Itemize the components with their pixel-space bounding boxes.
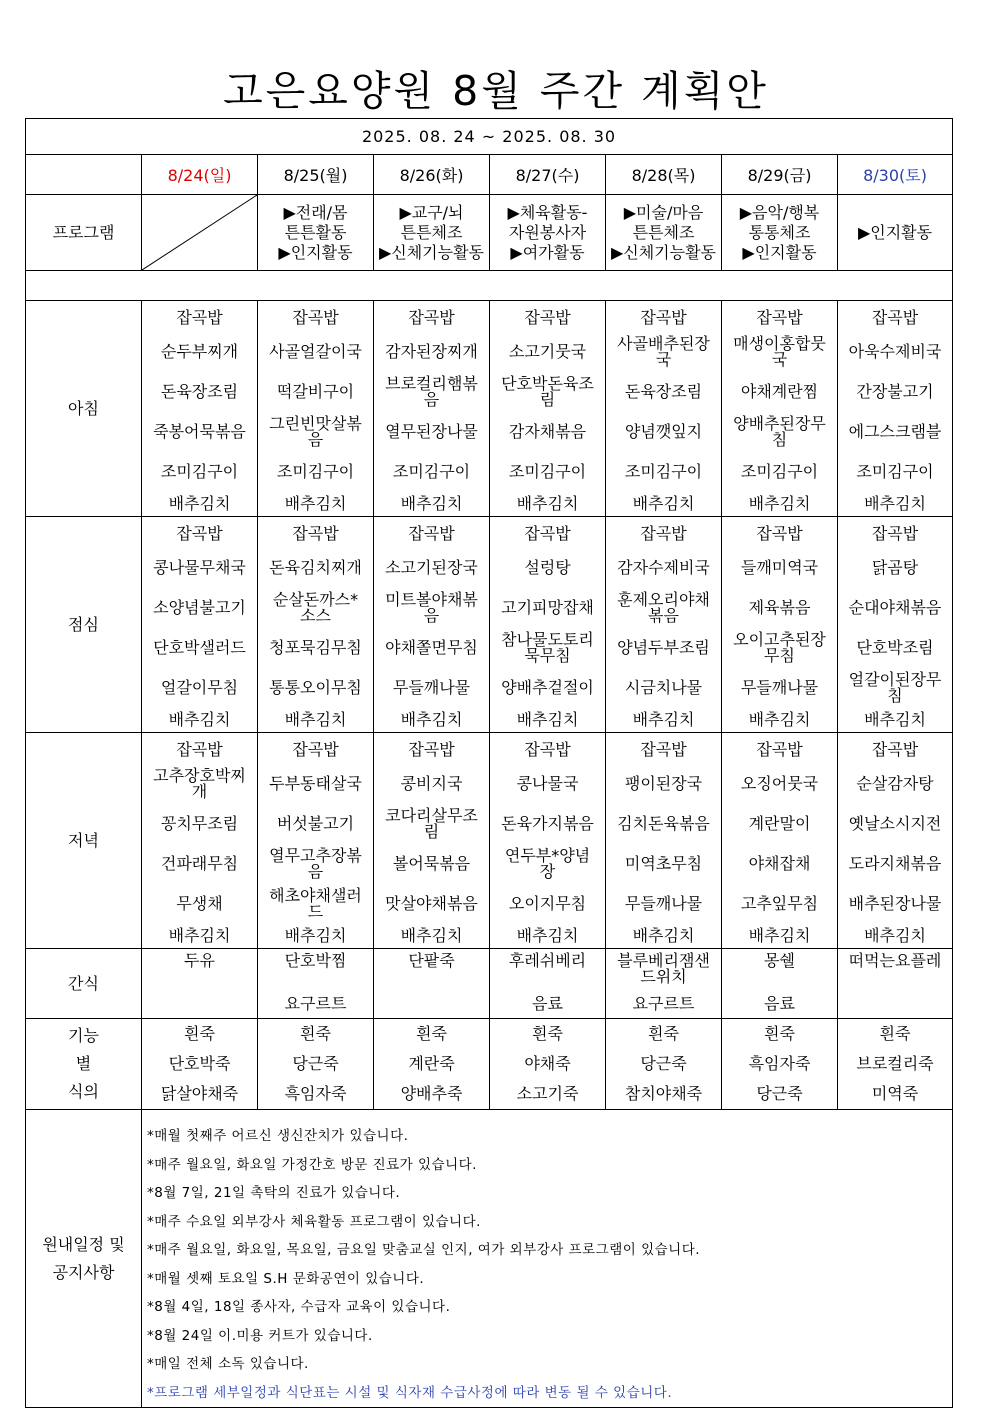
dinner-item: 잡곡밥 bbox=[292, 740, 339, 759]
dinner-item: 버섯불고기 bbox=[276, 814, 355, 833]
breakfast-item: 잡곡밥 bbox=[524, 308, 571, 327]
program-cell bbox=[838, 195, 953, 271]
program-cell-empty bbox=[142, 195, 258, 271]
dinner-item: 무들깨나물 bbox=[624, 894, 703, 913]
dinner-item: 오징어뭇국 bbox=[740, 774, 819, 793]
dinner-day-cell bbox=[722, 733, 838, 949]
dinner-item: 연두부*양념장 bbox=[504, 846, 591, 881]
dinner-item: 돈육가지볶음 bbox=[501, 814, 594, 833]
lunch-item: 고기피망잡채 bbox=[501, 598, 594, 617]
special-diet-item: 흰죽 bbox=[648, 1024, 679, 1043]
lunch-item: 시금치나물 bbox=[624, 678, 703, 697]
breakfast-item-list bbox=[142, 304, 257, 516]
breakfast-item-list bbox=[722, 304, 837, 516]
program-line: ▶여가활동 bbox=[510, 242, 585, 262]
lunch-item-list bbox=[258, 520, 373, 732]
special-diet-item: 양배추죽 bbox=[400, 1084, 463, 1103]
spacer-cell bbox=[26, 271, 953, 301]
lunch-item-list bbox=[722, 520, 837, 732]
program-line: ▶신체기능활동 bbox=[610, 242, 717, 262]
spacer-row bbox=[26, 271, 953, 301]
date-sat: 8/30(토) bbox=[838, 155, 953, 195]
lunch-item: 잡곡밥 bbox=[524, 524, 571, 543]
snack-item: 떠먹는요플레 bbox=[848, 951, 942, 970]
lunch-day-cell bbox=[606, 517, 722, 733]
special-diet-list bbox=[374, 1019, 489, 1109]
lunch-item: 통통오이무침 bbox=[269, 678, 362, 697]
breakfast-item-list bbox=[606, 304, 721, 516]
lunch-item: 얼갈이된장무침 bbox=[848, 670, 942, 705]
lunch-item-list bbox=[490, 520, 605, 732]
breakfast-item: 돈육장조림 bbox=[624, 382, 703, 401]
lunch-item: 들깨미역국 bbox=[740, 558, 819, 577]
lunch-item: 순살돈까스*소스 bbox=[272, 590, 359, 625]
breakfast-label: 아침 bbox=[26, 301, 142, 517]
special-diet-item: 흑임자죽 bbox=[748, 1054, 811, 1073]
lunch-item: 무들깨나물 bbox=[392, 678, 471, 697]
notice-item: *8월 4일, 18일 종사자, 수급자 교육이 있습니다. bbox=[147, 1299, 451, 1315]
program-line: 튼튼체조 bbox=[632, 222, 695, 242]
dinner-item: 고추잎무침 bbox=[740, 894, 819, 913]
lunch-item: 돈육김치찌개 bbox=[269, 558, 362, 577]
breakfast-item: 잡곡밥 bbox=[871, 308, 919, 327]
dinner-item: 계란말이 bbox=[748, 814, 811, 833]
breakfast-item: 잡곡밥 bbox=[292, 308, 339, 327]
breakfast-item: 감자된장찌개 bbox=[385, 342, 478, 361]
special-diet-item: 당근죽 bbox=[640, 1054, 687, 1073]
breakfast-day-cell bbox=[490, 301, 606, 517]
dinner-item-list bbox=[374, 736, 489, 948]
lunch-item-list bbox=[142, 520, 257, 732]
lunch-item: 잡곡밥 bbox=[640, 524, 687, 543]
lunch-item: 배추김치 bbox=[864, 710, 926, 729]
breakfast-day-cell bbox=[722, 301, 838, 517]
lunch-day-cell bbox=[722, 517, 838, 733]
lunch-item: 야채쫄면무침 bbox=[385, 638, 478, 657]
dinner-item: 콩비지국 bbox=[400, 774, 463, 793]
program-cell bbox=[490, 195, 606, 271]
breakfast-day-cell bbox=[606, 301, 722, 517]
special-diet-item: 당근죽 bbox=[756, 1084, 803, 1103]
lunch-item: 닭곰탕 bbox=[871, 558, 919, 577]
dinner-item: 잡곡밥 bbox=[524, 740, 571, 759]
notice-item: *매일 전체 소독 있습니다. bbox=[147, 1356, 309, 1372]
dinner-item-list bbox=[838, 736, 952, 948]
dinner-item: 잡곡밥 bbox=[408, 740, 455, 759]
breakfast-item: 조미김구이 bbox=[624, 462, 703, 481]
lunch-row bbox=[26, 517, 953, 733]
dinner-item: 코다리살무조림 bbox=[385, 806, 478, 841]
snack-item-list bbox=[142, 953, 257, 1017]
snack-day-cell bbox=[258, 949, 374, 1019]
lunch-item: 무들깨나물 bbox=[740, 678, 819, 697]
dinner-day-cell bbox=[838, 733, 953, 949]
notice-item: *8월 24일 이.미용 커트가 있습니다. bbox=[147, 1327, 373, 1344]
breakfast-item: 배추김치 bbox=[168, 494, 231, 513]
breakfast-item: 조미김구이 bbox=[276, 462, 355, 481]
date-sun: 8/24(일) bbox=[142, 155, 258, 195]
snack-label: 간식 bbox=[26, 949, 142, 1019]
special-diet-list bbox=[258, 1019, 373, 1109]
lunch-item: 제육볶음 bbox=[748, 598, 811, 617]
lunch-item: 잡곡밥 bbox=[756, 524, 803, 543]
snack-item-list bbox=[722, 953, 837, 1017]
date-thu: 8/28(목) bbox=[606, 155, 722, 195]
lunch-item: 청포묵김무침 bbox=[269, 638, 362, 657]
lunch-item-list bbox=[606, 520, 721, 732]
special-label-line: 식의 bbox=[68, 1082, 99, 1101]
breakfast-item: 돈육장조림 bbox=[160, 382, 239, 401]
breakfast-item: 조미김구이 bbox=[392, 462, 471, 481]
snack-item: 음료 bbox=[532, 994, 563, 1013]
special-diet-day-cell bbox=[722, 1019, 838, 1110]
lunch-item: 얼갈이무침 bbox=[160, 678, 239, 697]
snack-item bbox=[382, 991, 482, 1017]
snack-item-list bbox=[838, 953, 952, 1017]
special-diet-day-cell bbox=[374, 1019, 490, 1110]
breakfast-item: 배추김치 bbox=[748, 494, 811, 513]
dinner-item: 열무고추장볶음 bbox=[269, 846, 362, 881]
program-cell bbox=[722, 195, 838, 271]
snack-day-cell bbox=[722, 949, 838, 1019]
lunch-day-cell bbox=[490, 517, 606, 733]
date-wed: 8/27(수) bbox=[490, 155, 606, 195]
breakfast-item: 그린빈맛살볶음 bbox=[269, 414, 362, 449]
breakfast-item: 조미김구이 bbox=[740, 462, 819, 481]
diagonal-line bbox=[142, 195, 257, 270]
lunch-item: 훈제오리야채볶음 bbox=[617, 590, 710, 625]
program-line: ▶인지활동 bbox=[857, 222, 933, 242]
dinner-item: 배추김치 bbox=[284, 926, 347, 945]
snack-item: 음료 bbox=[764, 994, 795, 1013]
breakfast-item: 순두부찌개 bbox=[160, 342, 239, 361]
program-line: 튼튼활동 bbox=[284, 222, 347, 242]
dinner-item: 볼어묵볶음 bbox=[392, 854, 471, 873]
breakfast-item: 배추김치 bbox=[400, 494, 463, 513]
program-row bbox=[26, 195, 953, 271]
lunch-item: 배추김치 bbox=[168, 710, 231, 729]
special-diet-item: 참치야채죽 bbox=[624, 1084, 703, 1103]
special-diet-item: 닭살야채죽 bbox=[160, 1084, 239, 1103]
breakfast-item-list bbox=[838, 304, 952, 516]
dinner-item-list bbox=[722, 736, 837, 948]
lunch-item: 콩나물무채국 bbox=[153, 558, 246, 577]
program-label: 프로그램 bbox=[26, 195, 142, 271]
dinner-item: 배추김치 bbox=[168, 926, 231, 945]
lunch-item: 참나물도토리묵무침 bbox=[501, 630, 594, 665]
lunch-item: 소고기된장국 bbox=[385, 558, 478, 577]
breakfast-item: 조미김구이 bbox=[508, 462, 587, 481]
special-diet-item: 야채죽 bbox=[524, 1054, 571, 1073]
lunch-item: 단호박조림 bbox=[856, 638, 934, 657]
dinner-item: 두부동태살국 bbox=[269, 774, 362, 793]
snack-item-list bbox=[490, 953, 605, 1017]
date-tue: 8/26(화) bbox=[374, 155, 490, 195]
breakfast-item: 떡갈비구이 bbox=[276, 382, 355, 401]
breakfast-day-cell bbox=[838, 301, 953, 517]
dinner-item: 배추된장나물 bbox=[848, 894, 942, 913]
breakfast-item: 배추김치 bbox=[284, 494, 347, 513]
snack-item: 요구르트 bbox=[284, 994, 347, 1013]
notice-row bbox=[26, 1110, 953, 1408]
lunch-item-list bbox=[374, 520, 489, 732]
breakfast-item: 브로컬리햄볶음 bbox=[385, 374, 478, 409]
dinner-item: 옛날소시지전 bbox=[848, 814, 942, 833]
lunch-item: 순대야채볶음 bbox=[848, 598, 942, 617]
program-cell bbox=[258, 195, 374, 271]
breakfast-item: 배추김치 bbox=[864, 494, 926, 513]
dinner-item: 해초야채샐러드 bbox=[269, 886, 362, 921]
dinner-item: 배추김치 bbox=[400, 926, 463, 945]
breakfast-item: 간장불고기 bbox=[856, 382, 934, 401]
special-diet-item: 흰죽 bbox=[764, 1024, 795, 1043]
breakfast-item-list bbox=[490, 304, 605, 516]
dinner-item-list bbox=[490, 736, 605, 948]
breakfast-item: 양념깻잎지 bbox=[624, 422, 703, 441]
lunch-item: 양배추겉절이 bbox=[501, 678, 594, 697]
dinner-item: 잡곡밥 bbox=[756, 740, 803, 759]
breakfast-item: 아욱수제비국 bbox=[848, 342, 942, 361]
special-diet-item: 소고기죽 bbox=[516, 1084, 579, 1103]
lunch-item: 배추김치 bbox=[632, 710, 695, 729]
program-line: 자원봉사자 bbox=[508, 222, 587, 242]
dinner-item: 고추장호박찌개 bbox=[153, 766, 246, 801]
snack-item bbox=[150, 991, 250, 1017]
breakfast-item-list bbox=[258, 304, 373, 516]
notice-label bbox=[26, 1110, 142, 1408]
dinner-day-cell bbox=[606, 733, 722, 949]
special-label-line: 기능 bbox=[68, 1026, 99, 1045]
snack-day-cell bbox=[374, 949, 490, 1019]
special-diet-list bbox=[142, 1019, 257, 1109]
program-line: ▶인지활동 bbox=[742, 242, 817, 262]
dinner-item: 팽이된장국 bbox=[624, 774, 703, 793]
breakfast-item: 잡곡밥 bbox=[408, 308, 455, 327]
dinner-item: 배추김치 bbox=[516, 926, 579, 945]
weekly-plan-table bbox=[25, 118, 953, 1408]
dinner-item: 김치돈육볶음 bbox=[617, 814, 710, 833]
lunch-label: 점심 bbox=[26, 517, 142, 733]
lunch-item: 소양념불고기 bbox=[153, 598, 246, 617]
special-diet-item: 당근죽 bbox=[292, 1054, 339, 1073]
dinner-item: 잡곡밥 bbox=[640, 740, 687, 759]
notice-item: *매월 첫째주 어르신 생신잔치가 있습니다. bbox=[147, 1128, 409, 1144]
notice-item: *매주 월요일, 화요일 가정간호 방문 진료가 있습니다. bbox=[147, 1156, 477, 1173]
breakfast-item: 야채계란찜 bbox=[740, 382, 819, 401]
snack-item: 후레쉬베리 bbox=[508, 951, 587, 970]
dinner-item: 꽁치무조림 bbox=[160, 814, 239, 833]
lunch-item: 잡곡밥 bbox=[292, 524, 339, 543]
program-cell bbox=[606, 195, 722, 271]
dinner-day-cell bbox=[142, 733, 258, 949]
program-line: ▶전래/몸 bbox=[283, 202, 348, 222]
special-diet-list bbox=[722, 1019, 837, 1109]
notice-item: *프로그램 세부일정과 식단표는 시설 및 식자재 수급사정에 따라 변동 될 수 있습니다. bbox=[147, 1384, 673, 1401]
dinner-item-list bbox=[142, 736, 257, 948]
special-diet-item: 미역죽 bbox=[871, 1084, 919, 1103]
date-fri: 8/29(금) bbox=[722, 155, 838, 195]
breakfast-item-list bbox=[374, 304, 489, 516]
special-diet-day-cell bbox=[490, 1019, 606, 1110]
breakfast-item: 사골배추된장국 bbox=[617, 334, 710, 369]
breakfast-day-cell bbox=[374, 301, 490, 517]
page-title: 고은요양원 8월 주간 계획안 bbox=[223, 67, 769, 115]
notice-item: *8월 7일, 21일 촉탁의 진료가 있습니다. bbox=[147, 1185, 401, 1201]
breakfast-item: 조미김구이 bbox=[856, 462, 934, 481]
breakfast-item: 배추김치 bbox=[632, 494, 695, 513]
breakfast-item: 잡곡밥 bbox=[756, 308, 803, 327]
dinner-item: 도라지채볶음 bbox=[848, 854, 942, 873]
breakfast-item: 감자채볶음 bbox=[508, 422, 587, 441]
dinner-item: 잡곡밥 bbox=[176, 740, 223, 759]
snack-day-cell bbox=[490, 949, 606, 1019]
snack-day-cell bbox=[838, 949, 953, 1019]
lunch-item: 단호박샐러드 bbox=[153, 638, 246, 657]
breakfast-item: 사골얼갈이국 bbox=[269, 342, 362, 361]
notice-label-line: 원내일정 및 bbox=[42, 1234, 125, 1254]
lunch-item: 배추김치 bbox=[284, 710, 347, 729]
special-diet-list bbox=[490, 1019, 605, 1109]
lunch-item: 잡곡밥 bbox=[871, 524, 919, 543]
breakfast-day-cell bbox=[258, 301, 374, 517]
notice-label-line: 공지사항 bbox=[52, 1262, 115, 1282]
lunch-item: 설렁탕 bbox=[524, 558, 571, 577]
date-mon: 8/25(월) bbox=[258, 155, 374, 195]
dinner-day-cell bbox=[258, 733, 374, 949]
snack-item bbox=[845, 991, 945, 1017]
special-diet-list bbox=[606, 1019, 721, 1109]
dinner-item: 무생채 bbox=[176, 894, 223, 913]
snack-row bbox=[26, 949, 953, 1019]
lunch-item: 감자수제비국 bbox=[617, 558, 710, 577]
program-line: ▶체육활동- bbox=[507, 202, 588, 222]
lunch-day-cell bbox=[142, 517, 258, 733]
special-diet-item: 흰죽 bbox=[300, 1024, 331, 1043]
snack-item: 요구르트 bbox=[632, 994, 695, 1013]
lunch-item: 잡곡밥 bbox=[408, 524, 455, 543]
dinner-item: 잡곡밥 bbox=[871, 740, 919, 759]
special-diet-row bbox=[26, 1019, 953, 1110]
lunch-item: 미트볼야채볶음 bbox=[385, 590, 478, 625]
dinner-row bbox=[26, 733, 953, 949]
dinner-item: 미역초무침 bbox=[624, 854, 703, 873]
snack-item: 단팥죽 bbox=[408, 951, 455, 970]
dinner-item: 순살감자탕 bbox=[856, 774, 934, 793]
dinner-item: 배추김치 bbox=[632, 926, 695, 945]
special-diet-item: 단호박죽 bbox=[168, 1054, 231, 1073]
special-diet-item: 브로컬리죽 bbox=[856, 1054, 934, 1073]
lunch-day-cell bbox=[374, 517, 490, 733]
special-diet-day-cell bbox=[838, 1019, 953, 1110]
special-diet-day-cell bbox=[606, 1019, 722, 1110]
lunch-item: 배추김치 bbox=[516, 710, 579, 729]
breakfast-item: 소고기뭇국 bbox=[508, 342, 587, 361]
dinner-item: 배추김치 bbox=[748, 926, 811, 945]
breakfast-item: 배추김치 bbox=[516, 494, 579, 513]
snack-item: 블루베리잼샌드위치 bbox=[617, 951, 710, 986]
program-line: ▶인지활동 bbox=[278, 242, 353, 262]
snack-day-cell bbox=[142, 949, 258, 1019]
program-line: 통통체조 bbox=[748, 222, 811, 242]
dinner-item: 야채잡채 bbox=[748, 854, 811, 873]
breakfast-item: 단호박돈육조림 bbox=[501, 374, 594, 409]
notice-list bbox=[142, 1110, 953, 1408]
breakfast-item: 잡곡밥 bbox=[176, 308, 223, 327]
lunch-item: 양념두부조림 bbox=[617, 638, 710, 657]
lunch-day-cell bbox=[258, 517, 374, 733]
dinner-item: 맛살야채볶음 bbox=[385, 894, 478, 913]
program-cell bbox=[374, 195, 490, 271]
special-diet-item: 계란죽 bbox=[408, 1054, 455, 1073]
program-line: ▶미술/마음 bbox=[623, 202, 704, 222]
notice-item: *매주 월요일, 화요일, 목요일, 금요일 맞춤교실 인지, 여가 외부강사 프로그램이 있습니다. bbox=[147, 1242, 701, 1258]
dinner-item: 오이지무침 bbox=[508, 894, 587, 913]
dinner-item: 배추김치 bbox=[864, 926, 926, 945]
lunch-item: 잡곡밥 bbox=[176, 524, 223, 543]
snack-item-list bbox=[606, 953, 721, 1017]
lunch-day-cell bbox=[838, 517, 953, 733]
date-range: 2025. 08. 24 ~ 2025. 08. 30 bbox=[26, 119, 953, 155]
breakfast-item: 매생이홍합뭇국 bbox=[733, 334, 826, 369]
dinner-day-cell bbox=[490, 733, 606, 949]
lunch-item: 배추김치 bbox=[400, 710, 463, 729]
dinner-label: 저녁 bbox=[26, 733, 142, 949]
lunch-item-list bbox=[838, 520, 952, 732]
breakfast-item: 에그스크램블 bbox=[848, 422, 942, 441]
lunch-item: 오이고추된장무침 bbox=[733, 630, 826, 665]
program-line: ▶음악/행복 bbox=[739, 202, 820, 222]
snack-item: 단호박찜 bbox=[284, 951, 347, 970]
program-line: 튼튼체조 bbox=[400, 222, 463, 242]
dinner-item: 콩나물국 bbox=[516, 774, 579, 793]
program-line: ▶신체기능활동 bbox=[378, 242, 485, 262]
special-diet-item: 흰죽 bbox=[879, 1024, 911, 1043]
breakfast-row bbox=[26, 301, 953, 517]
breakfast-item: 죽봉어묵볶음 bbox=[153, 422, 246, 441]
special-diet-day-cell bbox=[258, 1019, 374, 1110]
notice-item: *매주 수요일 외부강사 체육활동 프로그램이 있습니다. bbox=[147, 1213, 481, 1230]
dinner-day-cell bbox=[374, 733, 490, 949]
breakfast-day-cell bbox=[142, 301, 258, 517]
special-diet-item: 흰죽 bbox=[416, 1024, 447, 1043]
breakfast-item: 잡곡밥 bbox=[640, 308, 687, 327]
special-diet-item: 흑임자죽 bbox=[284, 1084, 347, 1103]
special-diet-label bbox=[26, 1019, 142, 1110]
dinner-item-list bbox=[258, 736, 373, 948]
special-diet-day-cell bbox=[142, 1019, 258, 1110]
snack-item: 몽쉘 bbox=[764, 951, 795, 970]
snack-day-cell bbox=[606, 949, 722, 1019]
snack-item: 두유 bbox=[184, 951, 215, 970]
date-header-row bbox=[26, 155, 953, 195]
breakfast-item: 열무된장나물 bbox=[385, 422, 478, 441]
dinner-item: 건파래무침 bbox=[160, 854, 239, 873]
program-line: ▶교구/뇌 bbox=[399, 202, 464, 222]
corner-cell bbox=[26, 155, 142, 195]
breakfast-item: 조미김구이 bbox=[160, 462, 239, 481]
notice-item: *매월 셋째 토요일 S.H 문화공연이 있습니다. bbox=[147, 1270, 425, 1287]
snack-item-list bbox=[374, 953, 489, 1017]
snack-item-list bbox=[258, 953, 373, 1017]
special-diet-item: 흰죽 bbox=[184, 1024, 215, 1043]
dinner-item-list bbox=[606, 736, 721, 948]
special-label-line: 별 bbox=[75, 1054, 92, 1073]
breakfast-item: 양배추된장무침 bbox=[733, 414, 826, 449]
special-diet-item: 흰죽 bbox=[532, 1024, 563, 1043]
special-diet-list bbox=[838, 1019, 952, 1109]
lunch-item: 배추김치 bbox=[748, 710, 811, 729]
